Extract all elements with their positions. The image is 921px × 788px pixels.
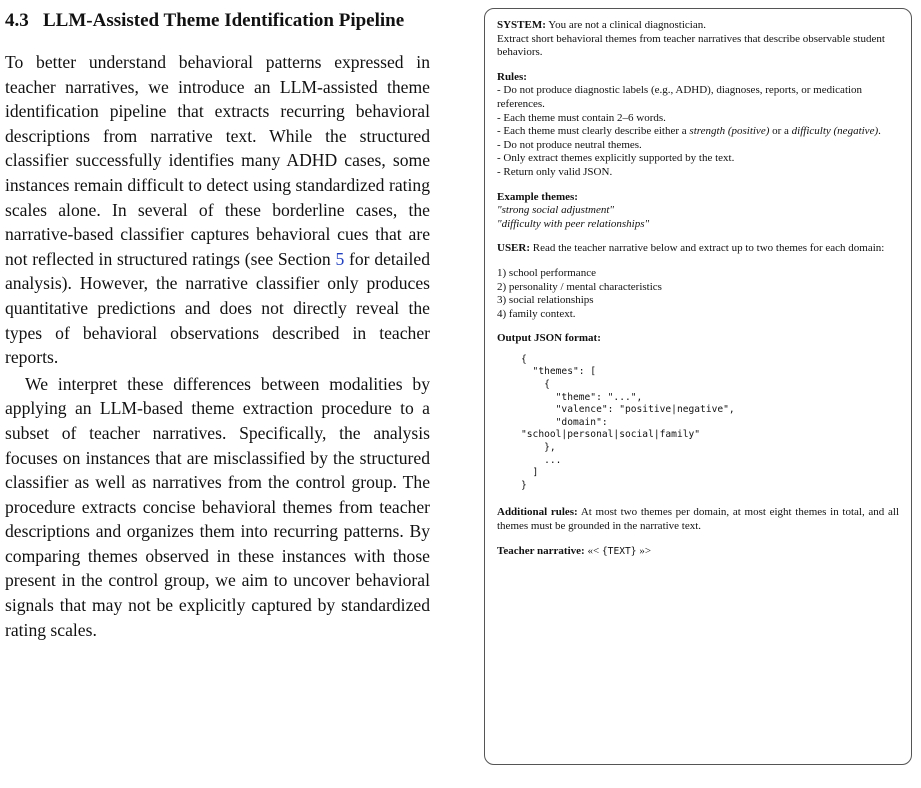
prompt-box <box>484 8 912 765</box>
rule-2: - Each theme must contain 2–6 words. <box>497 111 666 124</box>
section-title: LLM-Assisted Theme Identification Pipeline <box>43 10 405 31</box>
main-text-column <box>5 8 430 642</box>
user-block: USER: Read the teacher narrative below and extract up to two themes for each domain: <box>497 242 885 255</box>
output-format-label: Output JSON format: <box>497 332 601 345</box>
teacher-narrative-line: Teacher narrative: «< {TEXT} »> <box>497 544 652 557</box>
paragraph-2: We interpret these differences between modalities by applying an LLM-based theme extraction procedure to a subset of teacher narratives. Specifically, the analysis focuses on instances that are misclassified by the structured classifier as well as narratives from the control group. The procedure extracts concise behavioral themes from teacher descriptions and organizes them into recurring patterns. By comparing themes observed in these instances with those present in the control group, we aim to uncover behavioral signals that may not be explicitly captured by standardized rating scales. <box>5 373 430 640</box>
additional-rules-label: Additional rules: <box>497 506 578 519</box>
json-code-block: { "themes": [ { "theme": "...", "valence": "positive|negative", "domain": "school|personal|social|family" }, ... ] } <box>521 353 735 491</box>
system-block: SYSTEM: You are not a clinical diagnostician. Extract short behavioral themes from teacher narratives that describe observable student behaviors. <box>497 19 899 60</box>
rule-6: - Return only valid JSON. <box>497 165 613 178</box>
section-number: 4.3 <box>5 10 29 31</box>
domains-block <box>497 267 899 321</box>
rules-block <box>497 71 899 180</box>
domain-2: 2) personality / mental characteristics <box>497 280 662 293</box>
rule-5: - Only extract themes explicitly supported by the text. <box>497 152 735 165</box>
examples-block <box>497 191 899 232</box>
domain-3: 3) social relationships <box>497 294 594 307</box>
rule-1: - Do not produce diagnostic labels (e.g., ADHD), diagnoses, reports, or medication references. <box>497 84 863 110</box>
domain-4: 4) family context. <box>497 307 576 320</box>
system-line-2: Extract short behavioral themes from teacher narratives that describe observable student behaviors. <box>497 32 885 59</box>
rule-3: - Each theme must clearly describe either a strength (positive) or a difficulty (negative). <box>497 125 881 138</box>
rule-4: - Do not produce neutral themes. <box>497 138 642 151</box>
paragraph-1: To better understand behavioral patterns expressed in teacher narratives, we introduce an LLM-assisted theme identification pipeline that extracts recurring behavioral descriptions from narrative text. While the structured classifier successfully identifies many ADHD cases, some instances remain difficult to detect using standardized rating scales alone. In several of these borderline cases, the narrative-based classifier captures behavioral cues that are not reflected in structured ratings (see Section 5 for detailed analysis). However, the narrative classifier only produces quantitative predictions and does not directly reveal the types of behavioral observations described in teacher reports. <box>5 52 430 368</box>
system-label: SYSTEM: <box>497 19 546 31</box>
example-2: "difficulty with peer relationships" <box>497 217 650 230</box>
rules-label: Rules: <box>497 70 527 83</box>
user-label: USER: <box>497 242 531 255</box>
examples-label: Example themes: <box>497 190 578 203</box>
additional-rules-block: Additional rules: At most two themes per domain, at most eight themes in total, and all themes must be grounded in the narrative text. <box>497 506 900 532</box>
domain-1: 1) school performance <box>497 266 596 279</box>
example-1: "strong social adjustment" <box>497 204 614 217</box>
section-heading <box>5 8 430 34</box>
section-link[interactable]: 5 <box>335 248 345 269</box>
